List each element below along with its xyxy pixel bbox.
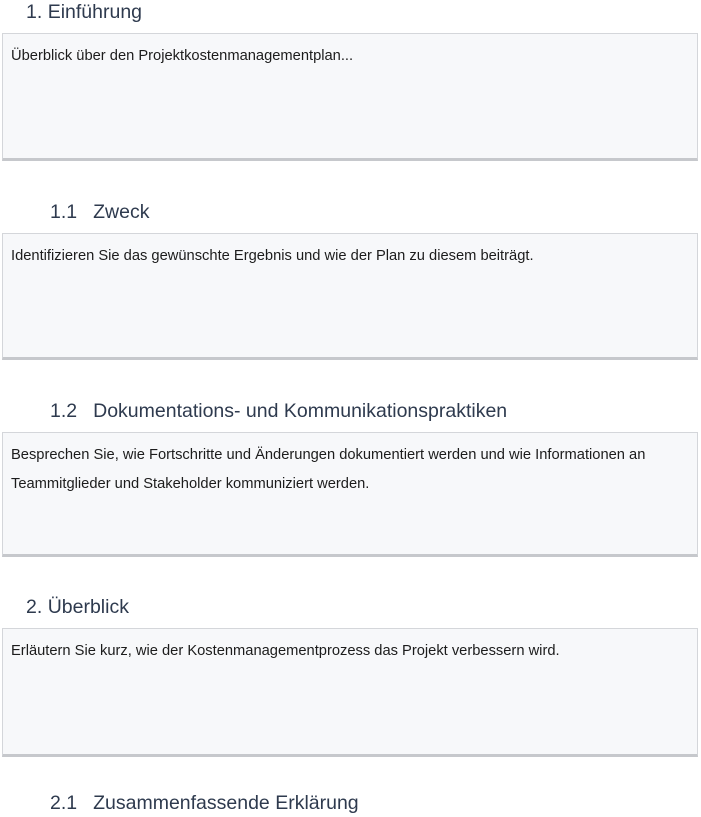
section-heading-1 [26,0,142,24]
section-body-text: Besprechen Sie, wie Fortschritte und Änderungen dokumentiert werden und wie Informationen an Teammitglieder und Stakeholder kommuniziert werden. [11,447,646,492]
section-title: Zweck [93,201,150,223]
section-number: 2.1 [50,792,78,814]
section-number: 1. [26,1,43,23]
section-body-text: Überblick über den Projektkostenmanagementplan... [11,48,354,64]
section-title: Einführung [47,1,143,23]
section-body-text: Erläutern Sie kurz, wie der Kostenmanagementprozess das Projekt verbessern wird. [11,643,560,659]
section-text-box-2[interactable] [2,628,698,757]
section-heading-1-2 [50,399,507,423]
section-title: Überblick [47,596,129,618]
section-heading-2-1 [50,791,359,815]
section-number: 1.2 [50,400,78,422]
section-number: 1.1 [50,201,78,223]
section-heading-1-1 [50,200,149,224]
section-heading-2 [26,595,129,619]
section-number: 2. [26,596,43,618]
section-text-box-1[interactable] [2,33,698,161]
section-text-box-1-2[interactable] [2,432,698,557]
section-body-text: Identifizieren Sie das gewünschte Ergebnis und wie der Plan zu diesem beiträgt. [11,248,534,264]
section-text-box-1-1[interactable] [2,233,698,360]
section-title: Zusammenfassende Erklärung [93,792,359,814]
section-title: Dokumentations- und Kommunikationspraktiken [93,400,508,422]
